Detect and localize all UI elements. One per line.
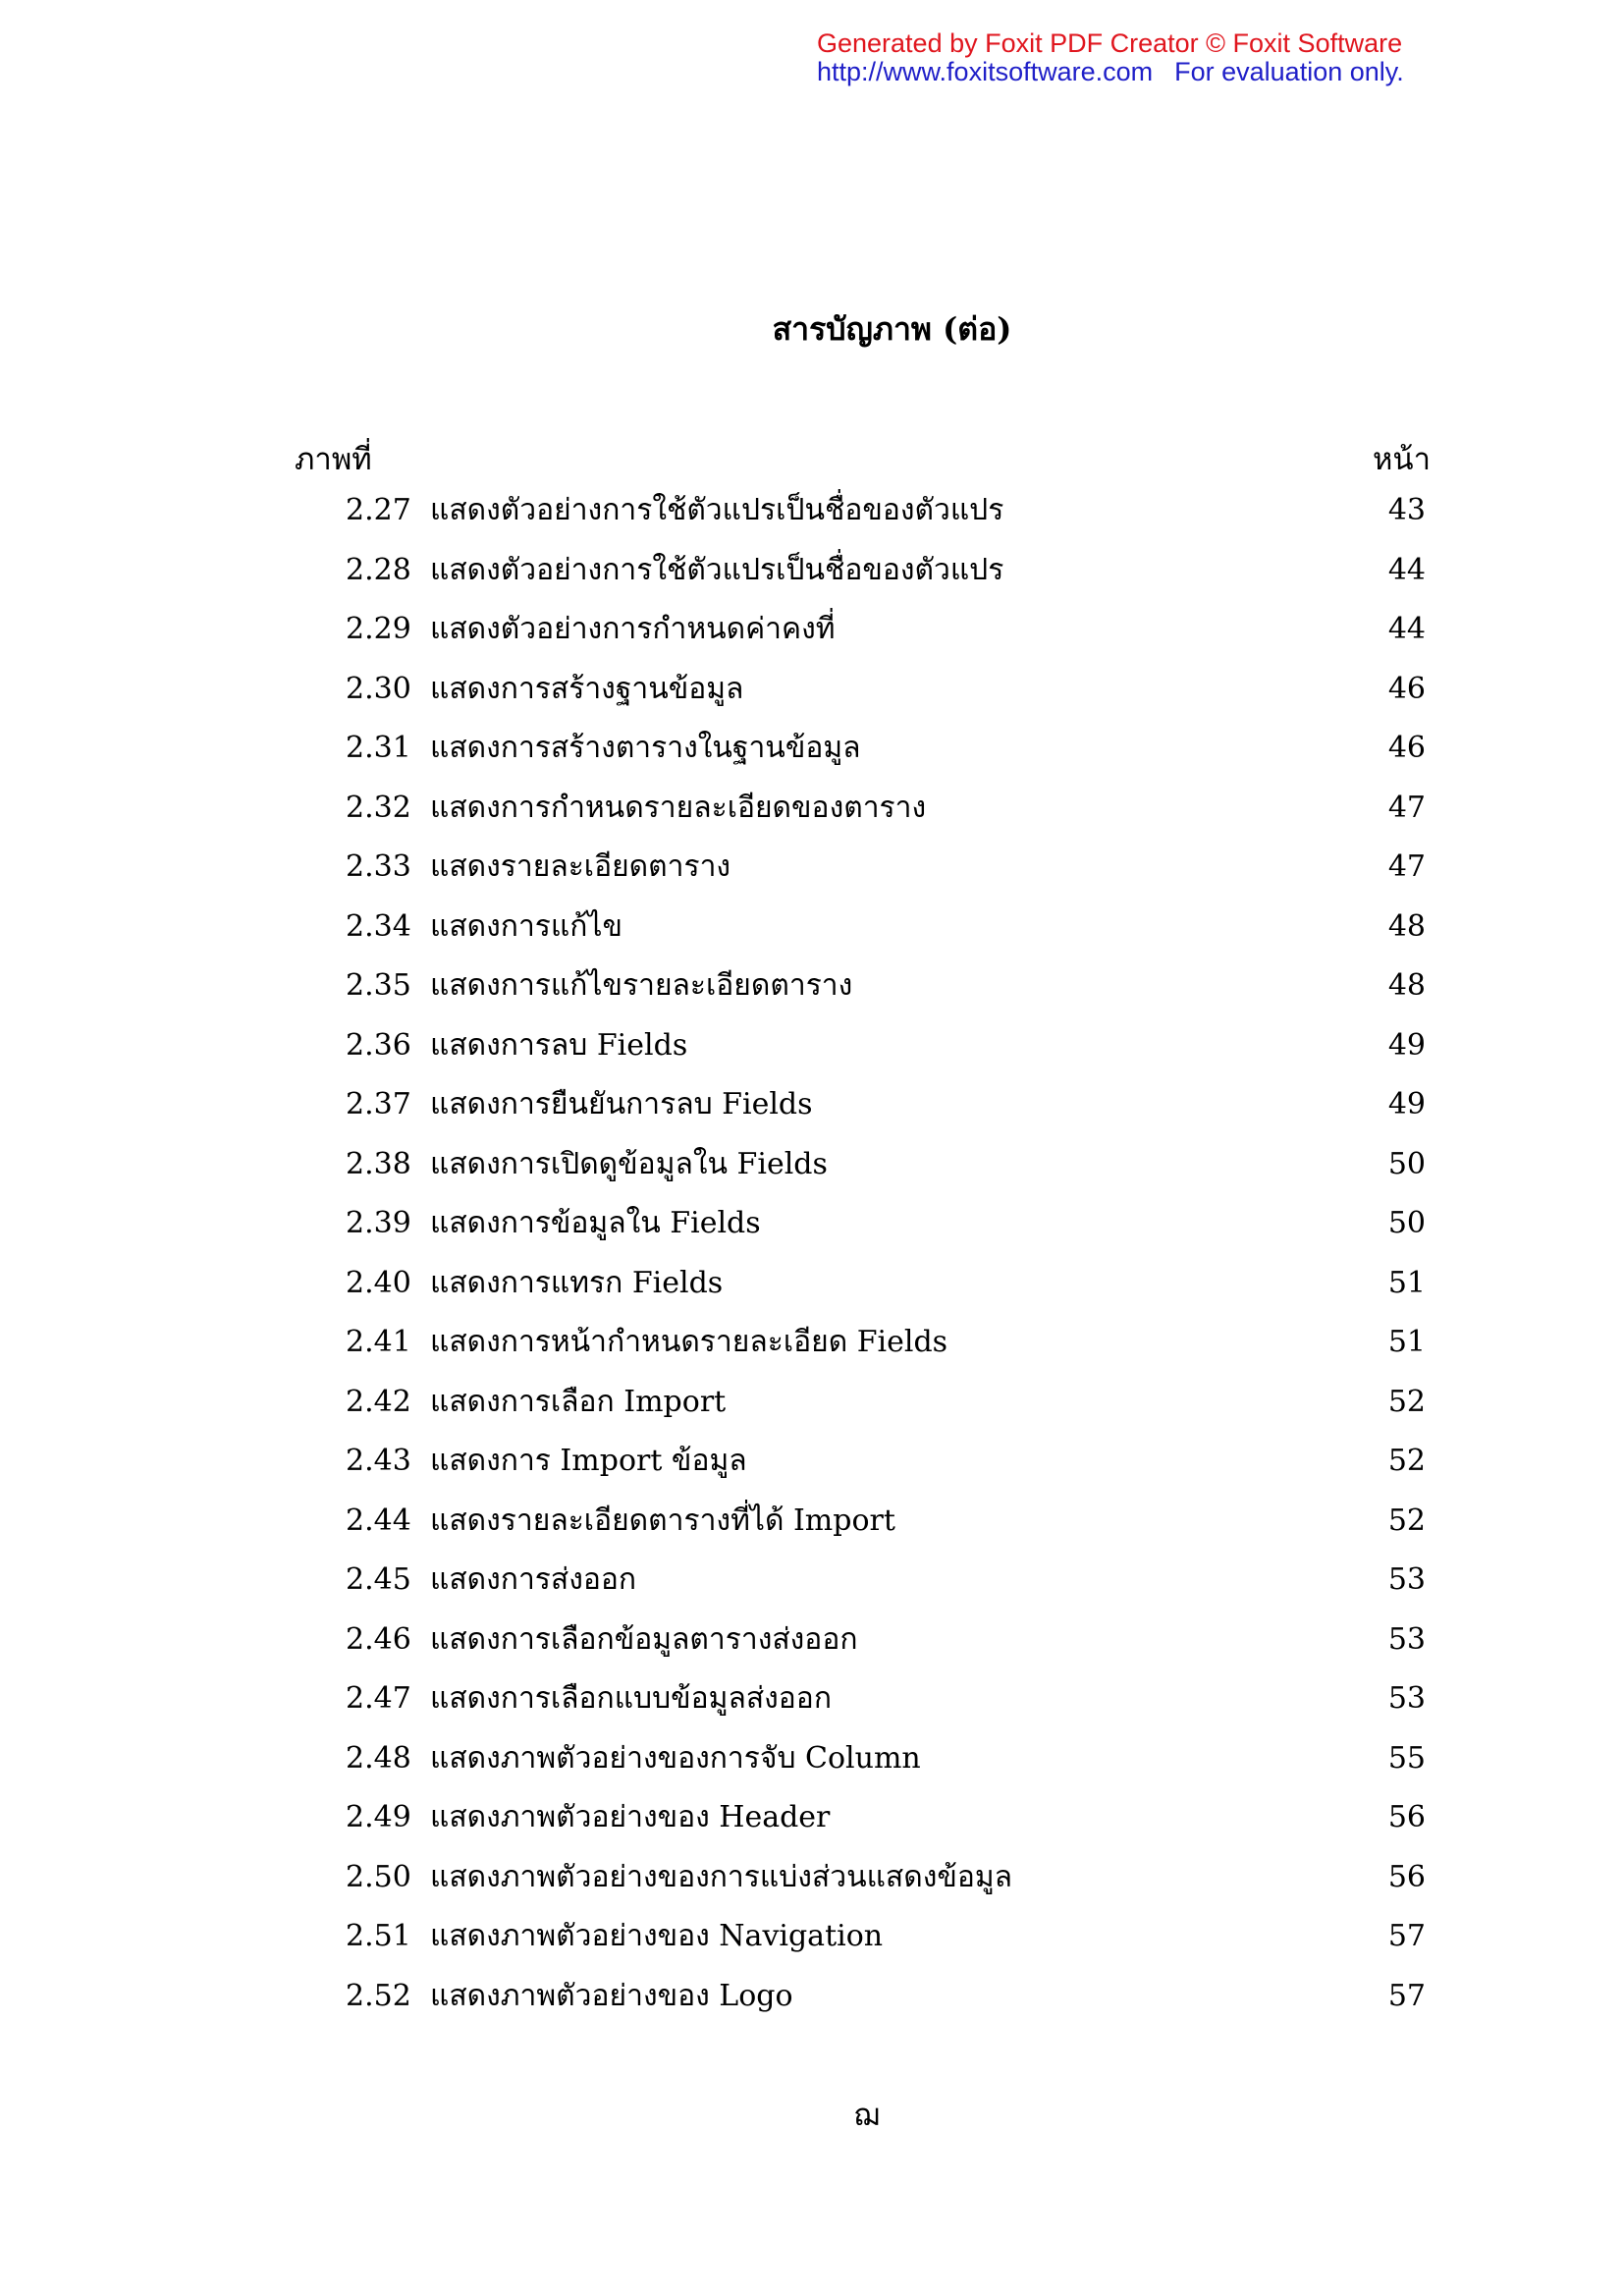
- figure-caption: แสดงภาพตัวอย่างของ Navigation: [430, 1919, 884, 1953]
- figure-caption: แสดงการเลือกข้อมูลตารางส่งออก: [430, 1621, 858, 1657]
- toc-entry: [0, 1798, 1623, 1858]
- figure-caption: แสดงรายละเอียดตาราง: [430, 849, 731, 884]
- figure-page-number: 55: [1387, 1740, 1426, 1776]
- figure-page-number: 46: [1387, 731, 1426, 765]
- figure-caption: แสดงการลบ Fields: [430, 1027, 688, 1063]
- figure-number: 2.31: [346, 731, 411, 765]
- figure-number: 2.46: [346, 1621, 411, 1657]
- figure-page-number: 57: [1387, 1978, 1426, 2013]
- figure-caption: แสดงการแทรก Fields: [430, 1265, 724, 1300]
- figure-caption: แสดงภาพตัวอย่างของการแบ่งส่วนแสดงข้อมูล: [430, 1859, 1013, 1894]
- figure-page-number: 47: [1387, 790, 1426, 825]
- figure-caption: แสดงการเลือก Import: [430, 1384, 727, 1419]
- figure-page-number: 50: [1387, 1146, 1426, 1181]
- watermark-generator-text: Generated by Foxit PDF Creator © Foxit Software: [817, 28, 1403, 58]
- toc-entry: [0, 1383, 1623, 1443]
- footer-page-number: ฌ: [853, 2098, 880, 2133]
- figure-caption: แสดงการหน้ากำหนดรายละเอียด Fields: [430, 1325, 948, 1359]
- watermark-eval-note: For evaluation only.: [1174, 57, 1404, 86]
- figure-page-number: 56: [1387, 1800, 1426, 1834]
- figure-page-number: 48: [1387, 968, 1426, 1003]
- figure-page-number: 46: [1387, 671, 1426, 706]
- figure-caption: แสดงภาพตัวอย่างของ Logo: [430, 1978, 793, 2013]
- figure-page-number: 47: [1387, 849, 1426, 884]
- toc-entry: [0, 1739, 1623, 1799]
- figure-number: 2.39: [346, 1206, 411, 1240]
- toc-entry: [0, 1917, 1623, 1977]
- figure-page-number: 53: [1387, 1621, 1426, 1657]
- figure-number: 2.48: [346, 1740, 411, 1776]
- figure-caption: แสดงการ Import ข้อมูล: [430, 1444, 747, 1478]
- toc-entry: [0, 1620, 1623, 1680]
- toc-entry: [0, 1679, 1623, 1739]
- toc-entry: [0, 907, 1623, 967]
- figure-caption: แสดงการเลือกแบบข้อมูลส่งออก: [430, 1681, 832, 1716]
- figure-caption: แสดงการข้อมูลใน Fields: [430, 1206, 761, 1240]
- figure-caption: แสดงตัวอย่างการใช้ตัวแปรเป็นชื่อของตัวแปร: [430, 552, 1004, 587]
- figure-page-number: 49: [1387, 1087, 1426, 1121]
- figure-number: 2.36: [346, 1027, 411, 1063]
- figure-page-number: 51: [1387, 1325, 1426, 1359]
- watermark-url: http://www.foxitsoftware.com: [817, 57, 1154, 86]
- figure-number: 2.28: [346, 552, 411, 587]
- figure-number: 2.32: [346, 790, 411, 825]
- toc-entry: [0, 1560, 1623, 1620]
- figure-number: 2.37: [346, 1087, 411, 1121]
- figure-page-number: 52: [1387, 1384, 1426, 1419]
- figure-caption: แสดงการส่งออก: [430, 1562, 637, 1597]
- evaluation-watermark: [817, 29, 1445, 86]
- page-title: สารบัญภาพ (ต่อ): [772, 310, 1012, 348]
- figure-number: 2.30: [346, 671, 411, 706]
- figure-page-number: 44: [1387, 552, 1426, 587]
- figure-number: 2.41: [346, 1325, 411, 1359]
- toc-entry: [0, 551, 1623, 611]
- toc-entry: [0, 1858, 1623, 1918]
- figure-page-number: 53: [1387, 1681, 1426, 1716]
- figure-caption: แสดงการแก้ไข: [430, 908, 622, 944]
- figure-caption: แสดงการเปิดดูข้อมูลใน Fields: [430, 1146, 828, 1181]
- figure-number: 2.47: [346, 1681, 411, 1716]
- toc-entry: [0, 1977, 1623, 2037]
- figure-page-number: 43: [1387, 493, 1426, 527]
- figure-number: 2.33: [346, 849, 411, 884]
- toc-entry: [0, 670, 1623, 730]
- figure-number: 2.42: [346, 1384, 411, 1419]
- figure-page-number: 56: [1387, 1859, 1426, 1894]
- toc-entry: [0, 729, 1623, 789]
- figure-caption: แสดงตัวอย่างการใช้ตัวแปรเป็นชื่อของตัวแปร: [430, 493, 1004, 527]
- figure-page-number: 52: [1387, 1503, 1426, 1538]
- figure-number: 2.45: [346, 1562, 411, 1597]
- page-column-header: หน้า: [1373, 442, 1432, 477]
- figure-number: 2.34: [346, 908, 411, 944]
- figure-number: 2.35: [346, 968, 411, 1003]
- toc-entry: [0, 1442, 1623, 1502]
- figure-number: 2.44: [346, 1503, 411, 1538]
- toc-entry: [0, 1502, 1623, 1561]
- toc-entry: [0, 789, 1623, 848]
- figure-page-number: 51: [1387, 1265, 1426, 1300]
- figure-caption: แสดงการสร้างฐานข้อมูล: [430, 671, 744, 706]
- figure-caption: แสดงการแก้ไขรายละเอียดตาราง: [430, 968, 853, 1003]
- figure-page-number: 49: [1387, 1027, 1426, 1063]
- figure-number: 2.38: [346, 1146, 411, 1181]
- toc-entry: [0, 610, 1623, 670]
- toc-entry: [0, 1204, 1623, 1264]
- toc-entry: [0, 1085, 1623, 1145]
- figure-caption: แสดงภาพตัวอย่างของ Header: [430, 1800, 831, 1834]
- figure-caption: แสดงรายละเอียดตารางที่ได้ Import: [430, 1503, 895, 1538]
- figure-page-number: 52: [1387, 1444, 1426, 1478]
- figure-page-number: 50: [1387, 1206, 1426, 1240]
- figure-number: 2.40: [346, 1265, 411, 1300]
- figure-number: 2.43: [346, 1444, 411, 1478]
- figure-caption: แสดงการยืนยันการลบ Fields: [430, 1087, 813, 1121]
- toc-entry: [0, 1323, 1623, 1383]
- toc-entry: [0, 1145, 1623, 1205]
- figure-page-number: 53: [1387, 1562, 1426, 1597]
- figure-page-number: 44: [1387, 612, 1426, 646]
- figure-number: 2.51: [346, 1919, 411, 1953]
- figure-page-number: 48: [1387, 908, 1426, 944]
- figure-number: 2.27: [346, 493, 411, 527]
- figure-list: [0, 491, 1623, 2036]
- toc-entry: [0, 966, 1623, 1026]
- watermark-url-line: [817, 58, 1445, 86]
- toc-entry: [0, 847, 1623, 907]
- toc-entry: [0, 1026, 1623, 1086]
- toc-entry: [0, 1264, 1623, 1324]
- figure-caption: แสดงภาพตัวอย่างของการจับ Column: [430, 1740, 921, 1776]
- figure-number: 2.49: [346, 1800, 411, 1834]
- figure-number: 2.50: [346, 1859, 411, 1894]
- toc-entry: [0, 491, 1623, 551]
- figure-page-number: 57: [1387, 1919, 1426, 1953]
- figure-column-header: ภาพที่: [295, 442, 372, 477]
- figure-caption: แสดงตัวอย่างการกำหนดค่าคงที่: [430, 612, 836, 646]
- figure-number: 2.29: [346, 612, 411, 646]
- figure-caption: แสดงการสร้างตารางในฐานข้อมูล: [430, 731, 861, 765]
- figure-caption: แสดงการกำหนดรายละเอียดของตาราง: [430, 790, 927, 825]
- figure-number: 2.52: [346, 1978, 411, 2013]
